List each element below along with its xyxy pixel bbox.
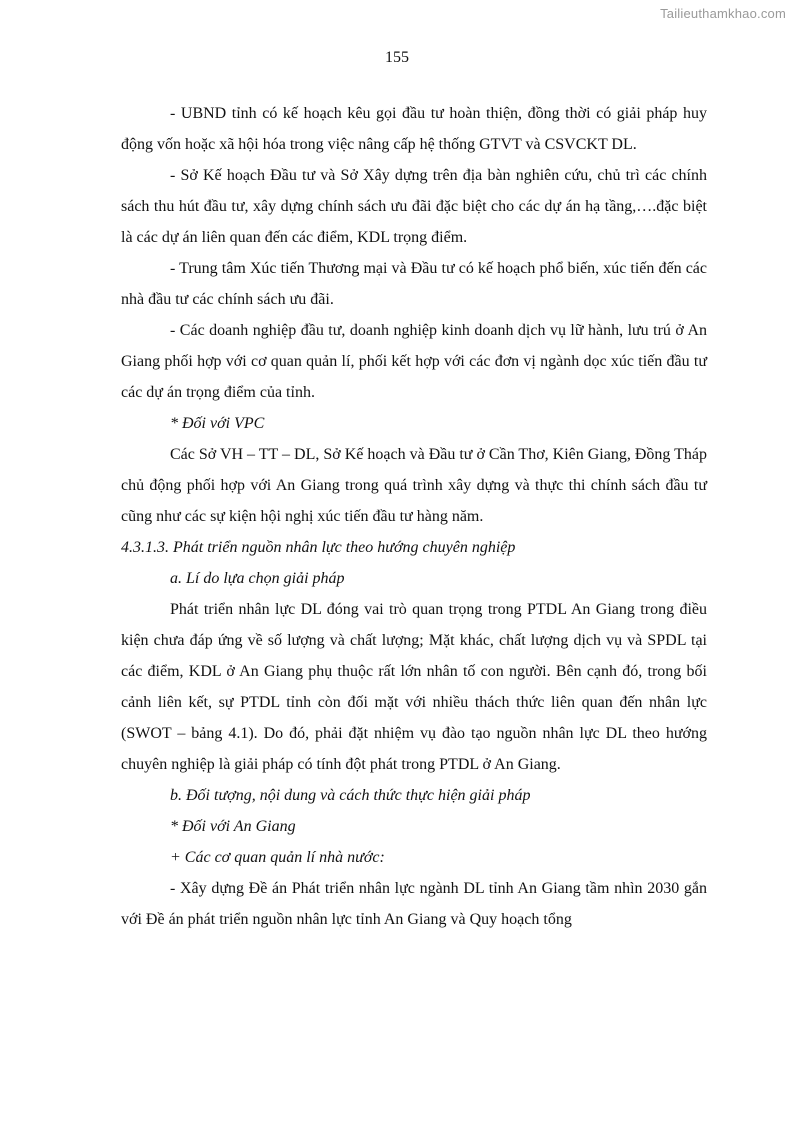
subheading-state-agencies: + Các cơ quan quản lí nhà nước: [170,849,385,866]
section-heading-4-3-1-3: 4.3.1.3. Phát triển nguồn nhân lực theo hướng chuyên nghiệp [121,539,516,556]
paragraph-enterprises: - Các doanh nghiệp đầu tư, doanh nghiệp kinh doanh dịch vụ lữ hành, lưu trú ở An Giang phối hợp với cơ quan quản lí, phối kết hợp với các đơn vị ngành dọc xúc tiến đầu tư các dự án trọng điểm của tỉnh. [121,322,707,401]
paragraph-vpc-departments: Các Sở VH – TT – DL, Sở Kế hoạch và Đầu tư ở Cần Thơ, Kiên Giang, Đồng Tháp chủ động phối hợp với An Giang trong quá trình xây dựng và thực thi chính sách đầu tư cũng như các sự kiện hội nghị xúc tiến đầu tư hàng năm. [121,446,707,525]
subheading-an-giang: * Đối với An Giang [170,818,296,835]
paragraph-reason: Phát triển nhân lực DL đóng vai trò quan trọng trong PTDL An Giang trong điều kiện chưa đáp ứng về số lượng và chất lượng; Mặt khác, chất lượng dịch vụ và SPDL tại các điểm, KDL ở An Giang phụ thuộc rất lớn nhân tố con người. Bên cạnh đó, trong bối cảnh liên kết, sự PTDL tỉnh còn đối mặt với nhiều thách thức liên quan đến nhân lực (SWOT – bảng 4.1). Do đó, phải đặt nhiệm vụ đào tạo nguồn nhân lực DL theo hướng chuyên nghiệp là giải pháp có tính đột phát trong PTDL ở An Giang. [121,601,707,773]
watermark-text: Tailieuthamkhao.com [660,6,786,21]
page-number: 155 [385,49,409,66]
subheading-vpc: * Đối với VPC [170,415,265,432]
paragraph-planning-department: - Sở Kế hoạch Đầu tư và Sở Xây dựng trên địa bàn nghiên cứu, chủ trì các chính sách thu hút đầu tư, xây dựng chính sách ưu đãi đặc biệt cho các dự án hạ tầng,….đặc biệt là các dự án liên quan đến các điểm, KDL trọng điểm. [121,167,707,246]
document-body [121,98,707,935]
paragraph-workforce-plan: - Xây dựng Đề án Phát triển nhân lực ngành DL tỉnh An Giang tầm nhìn 2030 gắn với Đề án phát triển nguồn nhân lực tỉnh An Giang và Quy hoạch tổng [121,880,707,928]
paragraph-promotion-center: - Trung tâm Xúc tiến Thương mại và Đầu tư có kế hoạch phổ biến, xúc tiến đến các nhà đầu tư các chính sách ưu đãi. [121,260,707,308]
subheading-reason: a. Lí do lựa chọn giải pháp [170,570,345,587]
subheading-target-content: b. Đối tượng, nội dung và cách thức thực hiện giải pháp [170,787,531,804]
paragraph-ubnd-investment: - UBND tỉnh có kế hoạch kêu gọi đầu tư hoàn thiện, đồng thời có giải pháp huy động vốn hoặc xã hội hóa trong việc nâng cấp hệ thống GTVT và CSVCKT DL. [121,105,707,153]
